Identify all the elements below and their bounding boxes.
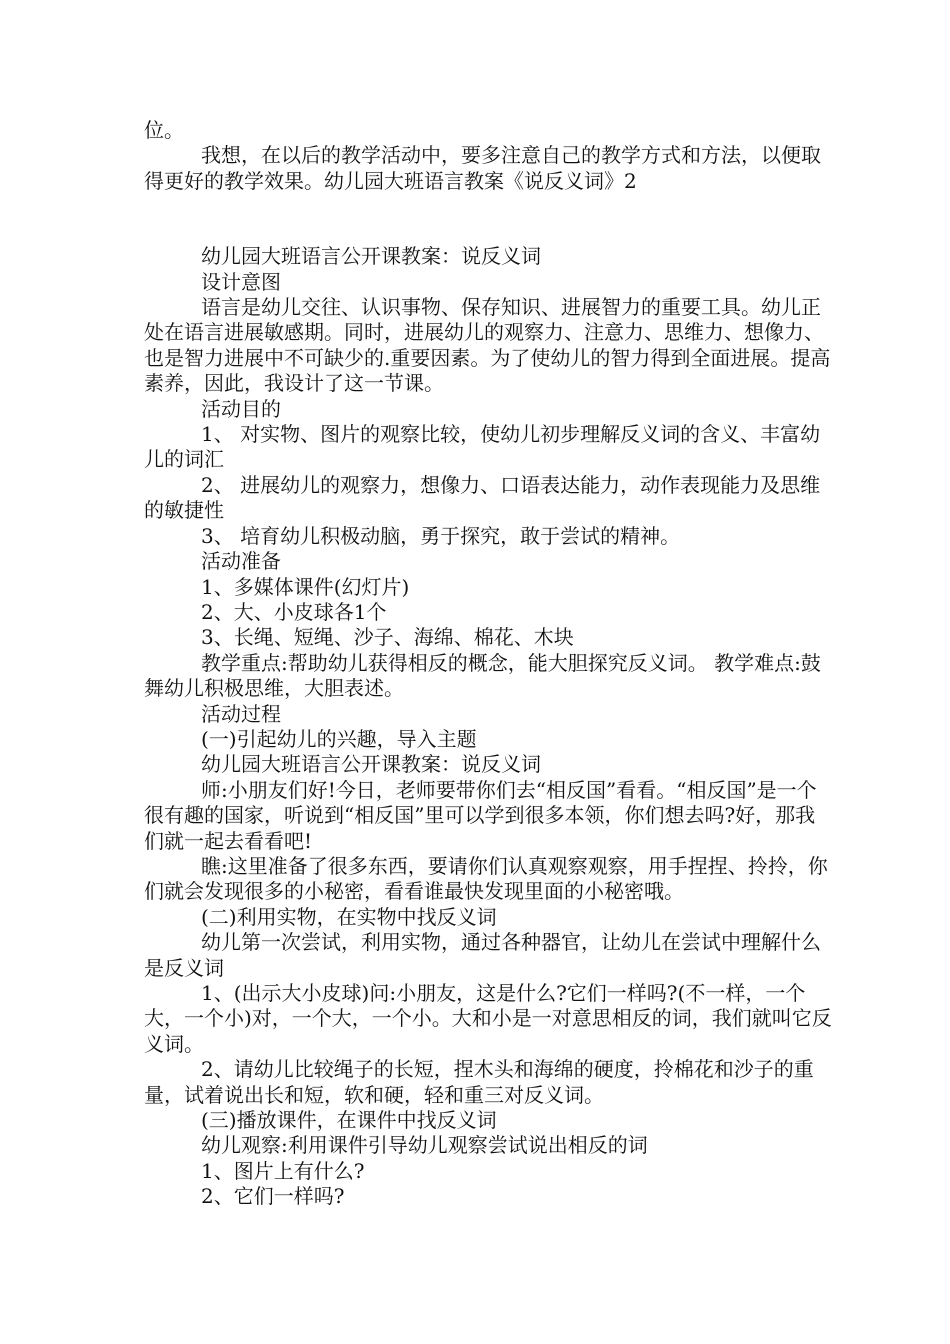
paragraph-24: (三)播放课件，在课件中找反义词: [201, 1108, 497, 1133]
paragraph-22: 1、(出示大小皮球)问:小朋友，这是什么?它们一样吗?(不一样，一个大，一个小)对，一个大，一个小。大和小是一对意思相反的词，我们就叫它反义词。: [144, 981, 832, 1056]
paragraph-20: (二)利用实物，在实物中找反义词: [201, 904, 497, 929]
heading-activity-prep: 活动准备: [201, 549, 281, 574]
paragraph-1: 我想，在以后的教学活动中，要多注意自己的教学方式和方法，以便取得更好的教学效果。幼儿园大班语言教案《说反义词》2: [144, 143, 821, 193]
paragraph-18: 师:小朋友们好!今日，老师要带你们去“相反国”看看。“相反国”是一个很有趣的国家，听说到“相反国”里可以学到很多本领，你们想去吗?好，那我们就一起去看看吧!: [144, 777, 817, 853]
paragraph-11: 1、多媒体课件(幻灯片): [201, 574, 410, 599]
document-body: [144, 118, 834, 1210]
paragraph-0: 位。: [144, 118, 184, 142]
paragraph-gap: [144, 194, 834, 244]
paragraph-9: 3、 培育幼儿积极动脑，勇于探究，敢于尝试的精神。: [201, 523, 681, 548]
paragraph-14: 教学重点:帮助幼儿获得相反的概念，能大胆探究反义词。 教学难点:鼓舞幼儿积极思维，大胆表述。: [144, 650, 821, 701]
paragraph-23: 2、请幼儿比较绳子的长短，捏木头和海绵的硬度，拎棉花和沙子的重量，试着说出长和短，软和硬，轻和重三对反义词。: [144, 1057, 814, 1107]
paragraph-8: 2、 进展幼儿的观察力，想像力、口语表达能力，动作表现能力及思维的敏捷性: [144, 472, 821, 523]
paragraph-26: 1、图片上有什么?: [201, 1158, 365, 1183]
paragraph-13: 3、长绳、短绳、沙子、海绵、棉花、木块: [201, 625, 574, 650]
paragraph-3: 幼儿园大班语言公开课教案：说反义词: [201, 244, 541, 269]
heading-activity-process: 活动过程: [201, 701, 281, 726]
heading-design-intent: 设计意图: [201, 269, 281, 294]
paragraph-5: 语言是幼儿交往、认识事物、保存知识、进展智力的重要工具。幼儿正处在语言进展敏感期。同时，进展幼儿的观察力、注意力、思维力、想像力、也是智力进展中不可缺少的.重要因素。为了使幼儿的智力得到全面进展。提高素养，因此，我设计了这一节课。: [144, 295, 831, 396]
paragraph-17: 幼儿园大班语言公开课教案：说反义词: [201, 752, 541, 777]
paragraph-7: 1、 对实物、图片的观察比较，使幼儿初步理解反义词的含义、丰富幼儿的词汇: [144, 422, 821, 472]
heading-activity-goal: 活动目的: [201, 396, 281, 421]
paragraph-21: 幼儿第一次尝试，利用实物，通过各种器官，让幼儿在尝试中理解什么是反义词: [144, 930, 821, 980]
paragraph-16: (一)引起幼儿的兴趣，导入主题: [201, 726, 477, 751]
paragraph-12: 2、大、小皮球各1个: [201, 599, 387, 624]
paragraph-25: 幼儿观察:利用课件引导幼儿观察尝试说出相反的词: [201, 1133, 648, 1158]
paragraph-19: 瞧:这里准备了很多东西，要请你们认真观察观察，用手捏捏、拎拎，你们就会发现很多的小秘密，看看谁最快发现里面的小秘密哦。: [144, 853, 828, 904]
paragraph-27: 2、它们一样吗?: [201, 1184, 345, 1209]
